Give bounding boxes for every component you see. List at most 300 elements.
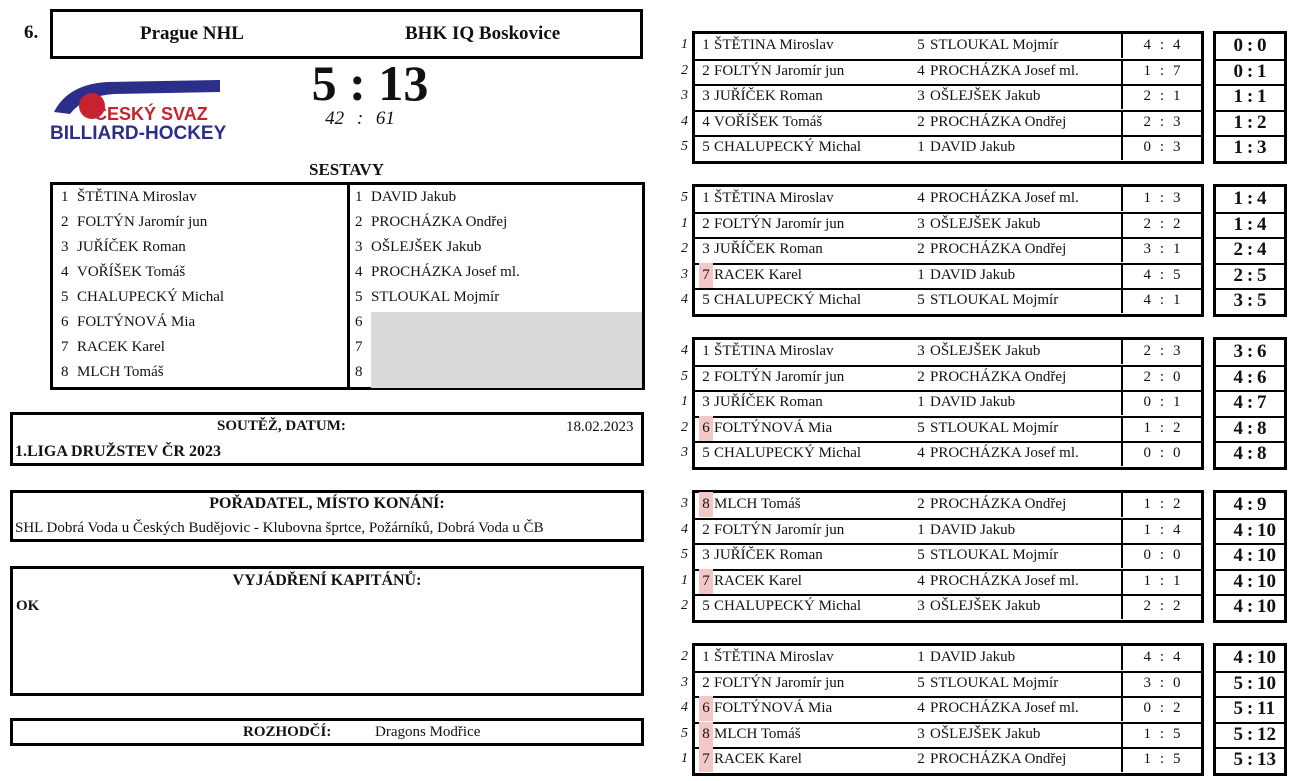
home-player-number: 1 (702, 37, 710, 53)
running-total (1215, 339, 1285, 364)
home-player-number: 5 (702, 292, 710, 308)
match-score-colon: : (1159, 674, 1165, 691)
away-player-name: PROCHÁZKA Josef ml. (930, 700, 1079, 716)
match-row (694, 263, 1202, 288)
match-order: 5 (681, 190, 688, 205)
score-divider (1121, 288, 1123, 313)
away-player-row (355, 185, 456, 210)
match-order: 5 (681, 368, 688, 384)
running-total (1215, 492, 1285, 517)
running-total-home: 4 (1233, 494, 1243, 515)
home-player-row (61, 210, 207, 235)
running-total-away: 9 (1257, 494, 1267, 515)
match-score-away: 5 (1173, 266, 1181, 283)
home-player-number: 7 (699, 747, 713, 772)
match-row (694, 135, 1202, 160)
running-total-away: 2 (1257, 111, 1267, 133)
match-order: 4 (681, 292, 688, 307)
home-player-name: JUŘÍČEK Roman (714, 394, 823, 410)
lineups-divider (347, 185, 350, 387)
match-score-away: 5 (1173, 725, 1181, 742)
match-score-colon: : (1159, 700, 1165, 716)
player-number: 6 (355, 314, 363, 330)
running-total-home: 1 (1233, 86, 1243, 107)
running-total-home: 3 (1233, 341, 1243, 362)
running-total (1215, 135, 1285, 160)
away-player-name: STLOUKAL Mojmír (930, 292, 1059, 308)
match-row (694, 569, 1202, 594)
player-name: MLCH Tomáš (77, 364, 164, 380)
match-score (1124, 212, 1200, 237)
home-player-name: ŠTĚTINA Miroslav (714, 37, 834, 53)
running-total (1215, 569, 1285, 594)
match-score (1124, 110, 1200, 135)
running-total-colon: : (1246, 417, 1254, 439)
running-total-colon: : (1246, 723, 1254, 745)
match-row (694, 594, 1202, 619)
match-score-home: 4 (1143, 292, 1151, 308)
away-player-name: STLOUKAL Mojmír (930, 419, 1059, 436)
match-order: 5 (681, 547, 688, 562)
match-score-colon: : (1159, 368, 1165, 385)
round-number: 6. (24, 22, 39, 43)
away-player-name: STLOUKAL Mojmír (930, 37, 1059, 53)
away-player-number: 2 (917, 751, 925, 767)
match-score-home: 1 (1143, 62, 1151, 79)
match-score-colon: : (1159, 419, 1165, 436)
score-divider (1121, 441, 1123, 466)
running-total (1215, 671, 1285, 696)
match-score (1124, 365, 1200, 390)
match-score-away: 4 (1173, 521, 1181, 538)
running-total-colon: : (1246, 35, 1254, 56)
match-score-home: 1 (1143, 521, 1151, 538)
running-total-colon: : (1246, 366, 1254, 388)
running-total-home: 4 (1233, 519, 1243, 541)
running-total-away: 12 (1257, 723, 1276, 745)
match-score-away: 7 (1173, 62, 1181, 79)
home-player-number: 2 (702, 62, 710, 79)
score-divider (1121, 212, 1123, 237)
match-row (694, 84, 1202, 109)
match-score-away: 2 (1173, 496, 1181, 512)
running-total (1215, 110, 1285, 135)
home-player-row (61, 360, 164, 385)
match-score-colon: : (1159, 394, 1165, 410)
match-score (1124, 288, 1200, 313)
match-order: 1 (681, 572, 688, 588)
score-divider (1121, 416, 1123, 441)
match-row (694, 696, 1202, 721)
match-score (1124, 33, 1200, 58)
away-player-name: PROCHÁZKA Josef ml. (930, 62, 1079, 79)
match-order: 2 (681, 598, 688, 613)
running-total-home: 3 (1233, 290, 1243, 311)
away-player-name: DAVID Jakub (930, 521, 1016, 538)
match-score-home: 0 (1143, 394, 1151, 410)
match-score-colon: : (1159, 598, 1165, 614)
match-score-home: 0 (1143, 547, 1151, 563)
match-score-home: 1 (1143, 419, 1151, 436)
score-divider (1121, 84, 1123, 109)
running-total (1215, 33, 1285, 58)
home-player-number: 2 (702, 368, 710, 385)
away-player-name: DAVID Jakub (930, 139, 1016, 155)
home-player-name: RACEK Karel (714, 572, 802, 589)
player-number: 1 (355, 189, 363, 205)
match-score-colon: : (1159, 572, 1165, 589)
away-player-name: DAVID Jakub (930, 394, 1016, 410)
match-order: 5 (681, 139, 688, 154)
running-total-away: 4 (1257, 213, 1267, 235)
away-player-name: PROCHÁZKA Ondřej (930, 496, 1067, 512)
home-team-name: Prague NHL (140, 23, 244, 44)
home-player-name: ŠTĚTINA Miroslav (714, 190, 834, 206)
match-score-colon: : (1159, 649, 1165, 665)
match-score-home: 2 (1143, 598, 1151, 614)
running-total-away: 10 (1257, 545, 1276, 566)
match-score-away: 4 (1173, 649, 1181, 665)
home-player-number: 6 (699, 696, 713, 721)
running-total-home: 1 (1233, 111, 1243, 133)
score-divider (1121, 747, 1123, 772)
running-total-home: 4 (1233, 596, 1243, 617)
running-total-home: 5 (1233, 698, 1243, 719)
running-total (1215, 594, 1285, 619)
home-player-row (61, 310, 195, 335)
away-player-name: STLOUKAL Mojmír (930, 547, 1059, 563)
match-score-home: 1 (1143, 725, 1151, 742)
running-total-home: 0 (1233, 60, 1243, 82)
score-divider (1121, 722, 1123, 747)
match-order: 2 (681, 649, 688, 664)
running-total-colon: : (1246, 290, 1254, 311)
teams-header (50, 9, 643, 59)
match-score (1124, 594, 1200, 619)
score-divider (1121, 59, 1123, 84)
match-order: 5 (681, 725, 688, 741)
match-score-home: 2 (1143, 113, 1151, 130)
empty-slots-shade (371, 312, 642, 388)
match-score-colon: : (1159, 547, 1165, 563)
home-player-number: 1 (702, 649, 710, 665)
player-number: 2 (61, 214, 69, 230)
away-player-number: 2 (917, 113, 925, 130)
away-player-number: 2 (917, 368, 925, 385)
player-name: OŠLEJŠEK Jakub (371, 239, 482, 255)
running-total-away: 10 (1257, 519, 1276, 541)
match-row (694, 441, 1202, 466)
player-name: CHALUPECKÝ Michal (77, 289, 225, 305)
match-score-colon: : (1159, 37, 1165, 53)
organizer-label: POŘADATEL, MÍSTO KONÁNÍ: (209, 495, 445, 512)
player-number: 8 (355, 364, 363, 380)
match-score-home: 2 (1143, 343, 1151, 359)
running-total-away: 6 (1257, 341, 1267, 362)
home-player-name: MLCH Tomáš (714, 496, 801, 512)
match-order: 3 (681, 445, 688, 460)
player-number: 8 (61, 364, 69, 380)
running-total-colon: : (1246, 519, 1254, 541)
player-name: JUŘÍČEK Roman (77, 239, 186, 255)
match-score-colon: : (1159, 496, 1165, 512)
home-player-number: 1 (702, 343, 710, 359)
home-player-name: FOLTÝN Jaromír jun (714, 674, 845, 691)
running-total-away: 0 (1257, 35, 1267, 56)
home-player-number: 1 (702, 190, 710, 206)
away-player-number: 3 (917, 88, 925, 104)
running-total-home: 5 (1233, 723, 1243, 745)
player-number: 7 (355, 339, 363, 355)
player-number: 5 (355, 289, 363, 305)
match-score (1124, 186, 1200, 211)
match-row (694, 722, 1202, 747)
running-total-colon: : (1246, 443, 1254, 464)
organizer-box (10, 490, 644, 542)
running-total-colon: : (1246, 672, 1254, 694)
match-score (1124, 722, 1200, 747)
match-score-away: 2 (1173, 215, 1181, 232)
home-player-number: 2 (702, 215, 710, 232)
home-player-number: 5 (702, 445, 710, 461)
away-player-number: 1 (917, 521, 925, 538)
match-score (1124, 339, 1200, 364)
away-player-name: PROCHÁZKA Ondřej (930, 113, 1067, 130)
running-total-away: 3 (1257, 137, 1267, 158)
score-divider (1121, 237, 1123, 262)
home-player-name: FOLTÝNOVÁ Mia (714, 419, 833, 436)
match-score-colon: : (1159, 751, 1165, 767)
running-total-home: 4 (1233, 443, 1243, 464)
away-player-number: 4 (917, 190, 925, 206)
running-total (1215, 237, 1285, 262)
match-score-colon: : (1159, 139, 1165, 155)
away-player-number: 4 (917, 700, 925, 716)
match-score-colon: : (1159, 521, 1165, 538)
away-player-row (355, 235, 481, 260)
running-total-away: 7 (1257, 392, 1267, 413)
home-player-name: FOLTÝN Jaromír jun (714, 368, 845, 385)
running-total-colon: : (1246, 264, 1254, 286)
home-player-number: 3 (702, 394, 710, 410)
away-player-name: DAVID Jakub (930, 266, 1016, 283)
score-divider (1121, 696, 1123, 721)
home-player-name: JUŘÍČEK Roman (714, 88, 823, 104)
match-order: 4 (681, 343, 688, 358)
competition-date: 18.02.2023 (566, 419, 634, 435)
away-player-number: 5 (917, 547, 925, 563)
match-score-colon: : (1159, 241, 1165, 257)
match-score-home: 1 (1143, 572, 1151, 589)
away-player-row (355, 335, 371, 360)
player-name: STLOUKAL Mojmír (371, 289, 500, 305)
match-row (694, 416, 1202, 441)
home-player-number: 3 (702, 241, 710, 257)
home-player-row (61, 235, 186, 260)
home-player-name: JUŘÍČEK Roman (714, 241, 823, 257)
match-score-colon: : (1159, 343, 1165, 359)
home-player-number: 2 (702, 674, 710, 691)
match-score-colon: : (1159, 725, 1165, 742)
home-player-name: ŠTĚTINA Miroslav (714, 343, 834, 359)
running-total (1215, 84, 1285, 109)
running-total-home: 2 (1233, 264, 1243, 286)
match-score (1124, 696, 1200, 721)
score-divider (1121, 186, 1123, 211)
player-number: 3 (355, 239, 363, 255)
match-row (694, 186, 1202, 211)
competition-name: 1.LIGA DRUŽSTEV ČR 2023 (15, 443, 221, 460)
away-player-number: 3 (917, 343, 925, 359)
away-player-number: 3 (917, 598, 925, 614)
away-player-number: 4 (917, 572, 925, 589)
running-total (1215, 416, 1285, 441)
match-row (694, 110, 1202, 135)
match-row (694, 671, 1202, 696)
organizer-value: SHL Dobrá Voda u Českých Budějovic - Klubovna šprtce, Požárníků, Dobrá Voda u ČB (15, 520, 544, 536)
away-player-name: DAVID Jakub (930, 649, 1016, 665)
player-name: VOŘÍŠEK Tomáš (77, 264, 186, 280)
match-score-home: 2 (1143, 88, 1151, 104)
match-score (1124, 645, 1200, 670)
away-player-number: 5 (917, 674, 925, 691)
away-player-name: PROCHÁZKA Josef ml. (930, 190, 1079, 206)
player-name: FOLTÝNOVÁ Mia (77, 314, 196, 330)
match-row (694, 492, 1202, 517)
running-total-colon: : (1246, 60, 1254, 82)
score-divider (1121, 339, 1123, 364)
match-score-away: 1 (1173, 241, 1181, 257)
running-total-away: 10 (1257, 647, 1276, 668)
running-total-colon: : (1246, 647, 1254, 668)
match-score-home: 0 (1143, 700, 1151, 716)
goal-total (300, 108, 420, 130)
goals-home: 42 (325, 108, 345, 129)
running-total-away: 5 (1257, 290, 1267, 311)
match-score (1124, 390, 1200, 415)
home-player-number: 2 (702, 521, 710, 538)
referee-box (10, 718, 644, 746)
away-player-number: 2 (917, 496, 925, 512)
match-order: 2 (681, 419, 688, 435)
away-player-name: OŠLEJŠEK Jakub (930, 215, 1041, 232)
running-total-home: 5 (1233, 672, 1243, 694)
player-number: 4 (355, 264, 363, 280)
running-total-colon: : (1246, 111, 1254, 133)
home-player-number: 5 (702, 139, 710, 155)
home-player-name: FOLTÝN Jaromír jun (714, 521, 845, 538)
match-order: 2 (681, 62, 688, 78)
running-total-home: 4 (1233, 570, 1243, 592)
home-player-number: 6 (699, 416, 713, 441)
running-total (1215, 288, 1285, 313)
away-player-number: 1 (917, 139, 925, 155)
match-score-colon: : (1159, 113, 1165, 130)
score-divider (1121, 135, 1123, 160)
match-score-home: 0 (1143, 445, 1151, 461)
away-player-name: OŠLEJŠEK Jakub (930, 725, 1041, 742)
away-player-name: PROCHÁZKA Ondřej (930, 751, 1067, 767)
lineups-title: SESTAVY (309, 160, 384, 179)
match-score-colon: : (1159, 190, 1165, 206)
away-player-number: 4 (917, 445, 925, 461)
running-total (1215, 722, 1285, 747)
home-player-name: MLCH Tomáš (714, 725, 801, 742)
running-total-away: 1 (1257, 60, 1267, 82)
match-score (1124, 59, 1200, 84)
away-player-row (355, 260, 520, 285)
away-player-name: PROCHÁZKA Ondřej (930, 368, 1067, 385)
match-score-away: 3 (1173, 190, 1181, 206)
match-score (1124, 84, 1200, 109)
match-score-colon: : (1159, 445, 1165, 461)
player-name: PROCHÁZKA Ondřej (371, 214, 508, 230)
match-score-colon: : (1159, 88, 1165, 104)
match-score-home: 2 (1143, 215, 1151, 232)
running-total-colon: : (1246, 392, 1254, 413)
running-total (1215, 518, 1285, 543)
score-divider (1121, 518, 1123, 543)
match-score-away: 2 (1173, 700, 1181, 716)
running-total-away: 8 (1257, 417, 1267, 439)
match-score (1124, 671, 1200, 696)
away-player-name: OŠLEJŠEK Jakub (930, 598, 1041, 614)
score-divider (1121, 671, 1123, 696)
goals-away: 61 (375, 108, 395, 129)
match-order: 3 (681, 266, 688, 282)
player-name: DAVID Jakub (371, 189, 457, 205)
final-score-away: 13 (378, 55, 429, 111)
match-score-away: 1 (1173, 292, 1181, 308)
match-score (1124, 263, 1200, 288)
score-divider (1121, 365, 1123, 390)
match-score-away: 2 (1173, 598, 1181, 614)
match-row (694, 339, 1202, 364)
match-order: 1 (681, 215, 688, 231)
score-divider (1121, 110, 1123, 135)
running-total-away: 4 (1257, 188, 1267, 209)
running-total-colon: : (1246, 86, 1254, 107)
match-order: 3 (681, 88, 688, 103)
player-name: RACEK Karel (77, 339, 165, 355)
running-total-away: 4 (1257, 239, 1267, 260)
running-total-colon: : (1246, 570, 1254, 592)
match-row (694, 543, 1202, 568)
match-row (694, 518, 1202, 543)
running-total (1215, 263, 1285, 288)
captains-value: OK (16, 598, 40, 614)
away-player-name: OŠLEJŠEK Jakub (930, 343, 1041, 359)
match-score-away: 4 (1173, 37, 1181, 53)
match-row (694, 212, 1202, 237)
running-total (1215, 390, 1285, 415)
running-total-away: 5 (1257, 264, 1267, 286)
match-row (694, 747, 1202, 772)
running-total (1215, 186, 1285, 211)
running-total-home: 4 (1233, 392, 1243, 413)
match-order: 4 (681, 700, 688, 715)
away-player-number: 1 (917, 394, 925, 410)
score-divider (1121, 263, 1123, 288)
match-score-home: 2 (1143, 368, 1151, 385)
match-score-away: 5 (1173, 751, 1181, 767)
competition-box (10, 412, 644, 466)
home-player-row (61, 260, 185, 285)
away-player-row (355, 285, 499, 310)
home-player-name: FOLTÝN Jaromír jun (714, 62, 845, 79)
home-player-name: ŠTĚTINA Miroslav (714, 649, 834, 665)
away-player-number: 5 (917, 37, 925, 53)
